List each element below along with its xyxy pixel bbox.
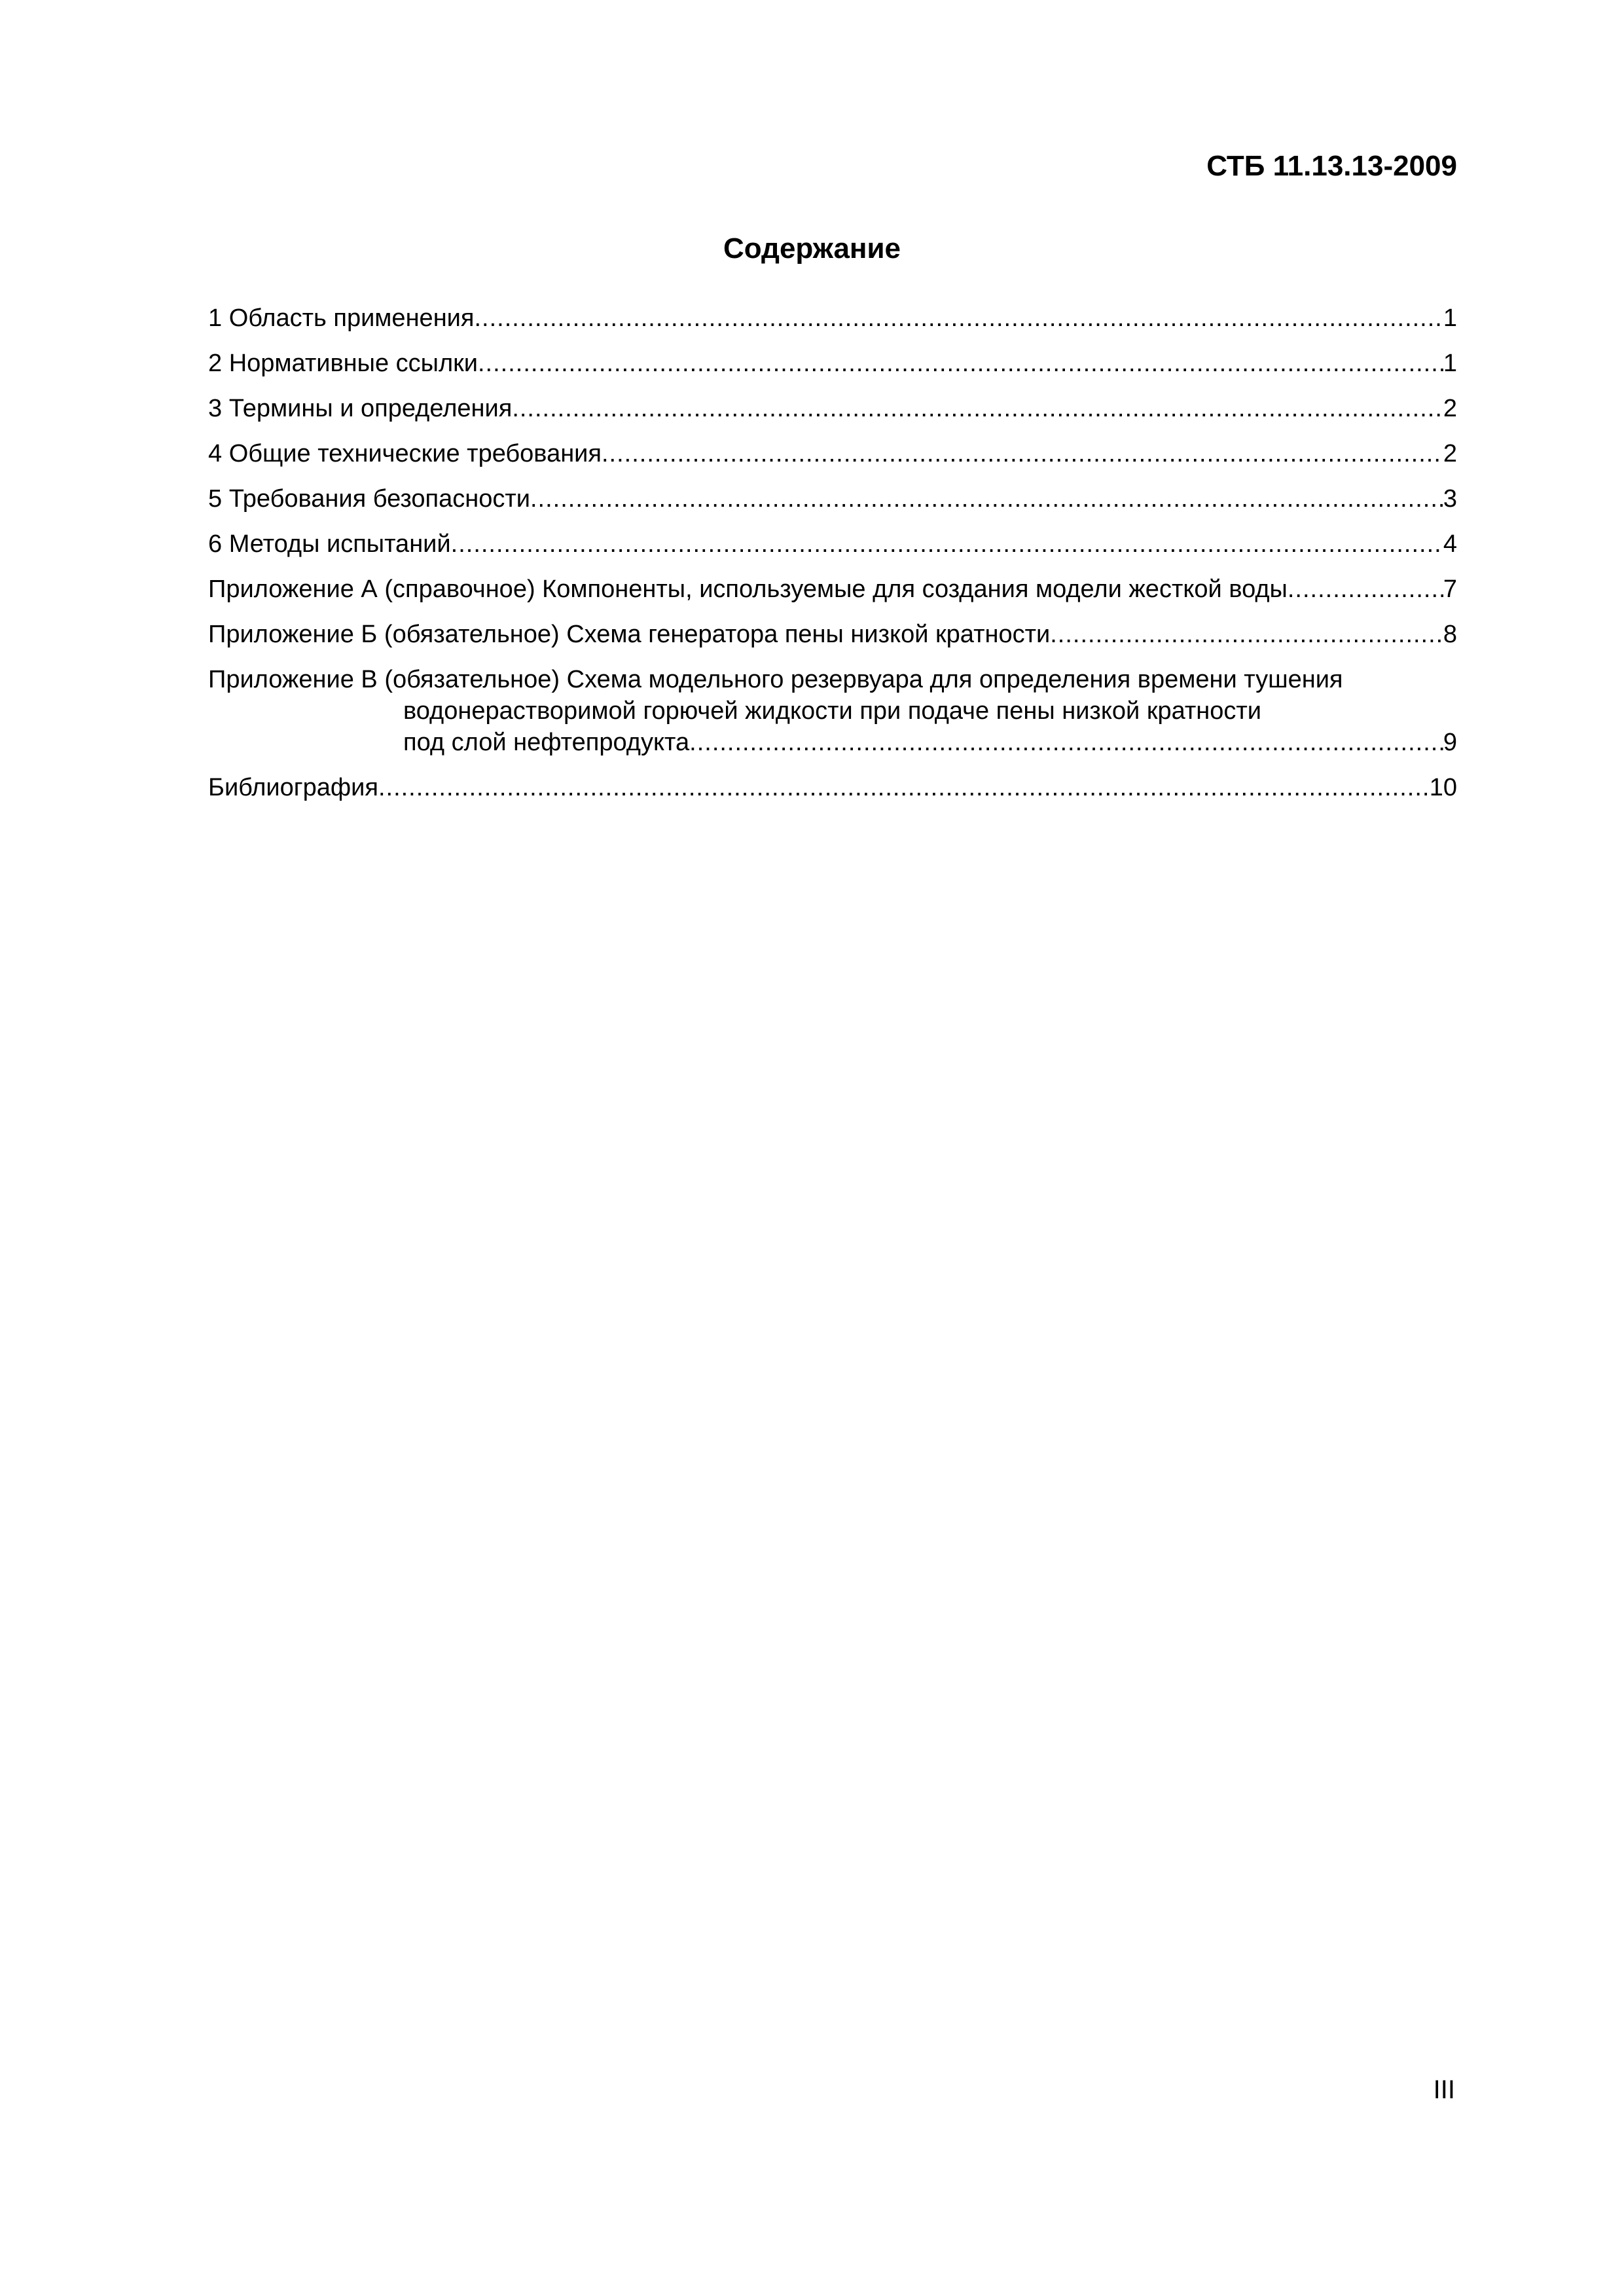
toc-entry[interactable] xyxy=(208,528,1457,560)
toc-entry-text: 5 Требования безопасности xyxy=(208,485,530,513)
toc-dot-leader xyxy=(1050,619,1443,650)
toc-title: Содержание xyxy=(723,232,901,264)
toc-line xyxy=(208,528,1457,560)
toc-dot-leader xyxy=(378,772,1430,803)
toc-entry[interactable] xyxy=(208,574,1457,605)
toc-entry-text: 6 Методы испытаний xyxy=(208,530,451,558)
toc-dot-leader xyxy=(451,528,1443,560)
toc-page-number: 8 xyxy=(1443,621,1457,648)
toc-entry-text: Приложение А (справочное) Компоненты, используемые для создания модели жесткой воды xyxy=(208,575,1288,603)
toc-line xyxy=(208,574,1457,605)
toc-page-number: 7 xyxy=(1443,575,1457,603)
toc-entry-text: 1 Область применения xyxy=(208,304,475,332)
toc-entry[interactable] xyxy=(208,772,1457,803)
document-code: СТБ 11.13.13-2009 xyxy=(1206,150,1457,182)
toc-entry-text: 3 Термины и определения xyxy=(208,395,513,422)
toc-entry-text: под слой нефтепродукта xyxy=(403,729,690,756)
toc-line xyxy=(208,302,1457,334)
toc-line xyxy=(208,695,1457,727)
toc-page-number: 4 xyxy=(1443,530,1457,558)
toc-entry[interactable] xyxy=(208,483,1457,515)
toc-line xyxy=(208,393,1457,424)
toc-dot-leader xyxy=(530,483,1443,515)
toc-entry-text: Приложение В (обязательное) Схема модельного резервуара для определения времени тушения xyxy=(208,666,1343,693)
page-number: III xyxy=(1433,2075,1455,2104)
toc-entry[interactable] xyxy=(208,302,1457,334)
toc-entry-text: 2 Нормативные ссылки xyxy=(208,350,478,377)
toc-page-number: 1 xyxy=(1443,304,1457,332)
toc-line xyxy=(208,772,1457,803)
toc-entry[interactable] xyxy=(208,619,1457,650)
toc-entry[interactable] xyxy=(208,348,1457,379)
toc-entry-text: водонерастворимой горючей жидкости при подаче пены низкой кратности xyxy=(403,697,1262,725)
toc-entry[interactable] xyxy=(208,393,1457,424)
toc-entry[interactable] xyxy=(208,664,1457,758)
toc-line xyxy=(208,348,1457,379)
toc-page-number: 2 xyxy=(1443,440,1457,467)
toc-line xyxy=(208,619,1457,650)
toc-dot-leader xyxy=(602,438,1443,469)
toc-entry-text: 4 Общие технические требования xyxy=(208,440,602,467)
toc-dot-leader xyxy=(512,393,1443,424)
toc-dot-leader xyxy=(478,348,1443,379)
toc-dot-leader xyxy=(474,302,1443,334)
toc-entry-text: Библиография xyxy=(208,774,378,801)
toc-line xyxy=(208,483,1457,515)
toc-page-number: 1 xyxy=(1443,350,1457,377)
toc-page-number: 3 xyxy=(1443,485,1457,513)
toc-line xyxy=(208,438,1457,469)
table-of-contents xyxy=(208,302,1457,817)
toc-page-number: 10 xyxy=(1429,774,1457,801)
toc-page-number: 2 xyxy=(1443,395,1457,422)
toc-entry-text: Приложение Б (обязательное) Схема генератора пены низкой кратности xyxy=(208,621,1051,648)
toc-page-number: 9 xyxy=(1443,729,1457,756)
toc-line xyxy=(208,664,1457,695)
toc-entry[interactable] xyxy=(208,438,1457,469)
toc-line xyxy=(208,727,1457,758)
toc-dot-leader xyxy=(689,727,1443,758)
toc-dot-leader xyxy=(1288,574,1443,605)
